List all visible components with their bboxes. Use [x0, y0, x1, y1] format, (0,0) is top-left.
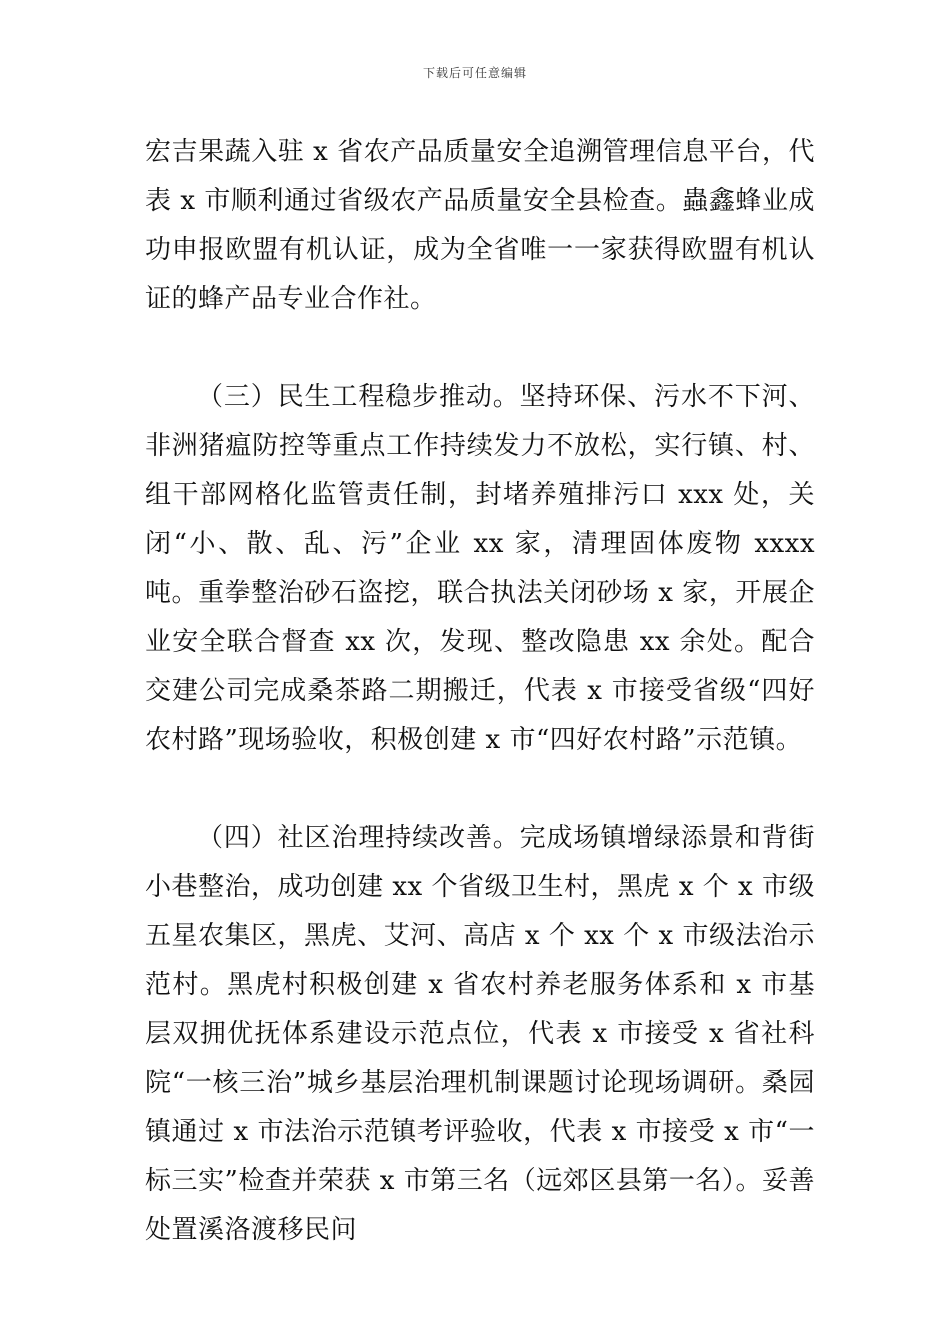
document-body [145, 128, 815, 1255]
paragraph-livelihood-projects: （三）民生工程稳步推动。坚持环保、污水不下河、非洲猪瘟防控等重点工作持续发力不放松，实行镇、村、组干部网格化监管责任制，封堵养殖排污口 xxx 处，关闭“小、散、乱、污”企业 xx 家，清理固体废物 xxxx 吨。重拳整治砂石盗挖，联合执法关闭砂场 x 家，开展企业安全联合督查 xx 次，发现、整改隐患 xx 余处。配合交建公司完成桑茶路二期搬迁，代表 x 市接受省级“四好农村路”现场验收，积极创建 x 市“四好农村路”示范镇。 [145, 382, 815, 755]
paragraph-gap [145, 765, 815, 814]
paragraph-community-governance: （四）社区治理持续改善。完成场镇增绿添景和背街小巷整治，成功创建 xx 个省级卫生村，黑虎 x 个 x 市级五星农集区，黑虎、艾河、高店 x 个 xx 个 x 市级法治示范村。黑虎村积极创建 x 省农村养老服务体系和 x 市基层双拥优抚体系建设示范点位，代表 x 市接受 x 省社科院“一核三治”城乡基层治理机制课题讨论现场调研。桑园镇通过 x 市法治示范镇考评验收，代表 x 市接受 x 市“一标三实”检查并荣获 x 市第三名（远郊区县第一名）。妥善处置溪洛渡移民问 [145, 823, 815, 1245]
paragraph-continuation: 宏吉果蔬入驻 x 省农产品质量安全追溯管理信息平台，代表 x 市顺利通过省级农产品质量安全县检查。蟲鑫蜂业成功申报欧盟有机认证，成为全省唯一一家获得欧盟有机认证的蜂产品专业合作社。 [145, 137, 815, 314]
paragraph-gap [145, 324, 815, 373]
page-header: 下载后可任意编辑 [422, 66, 527, 80]
